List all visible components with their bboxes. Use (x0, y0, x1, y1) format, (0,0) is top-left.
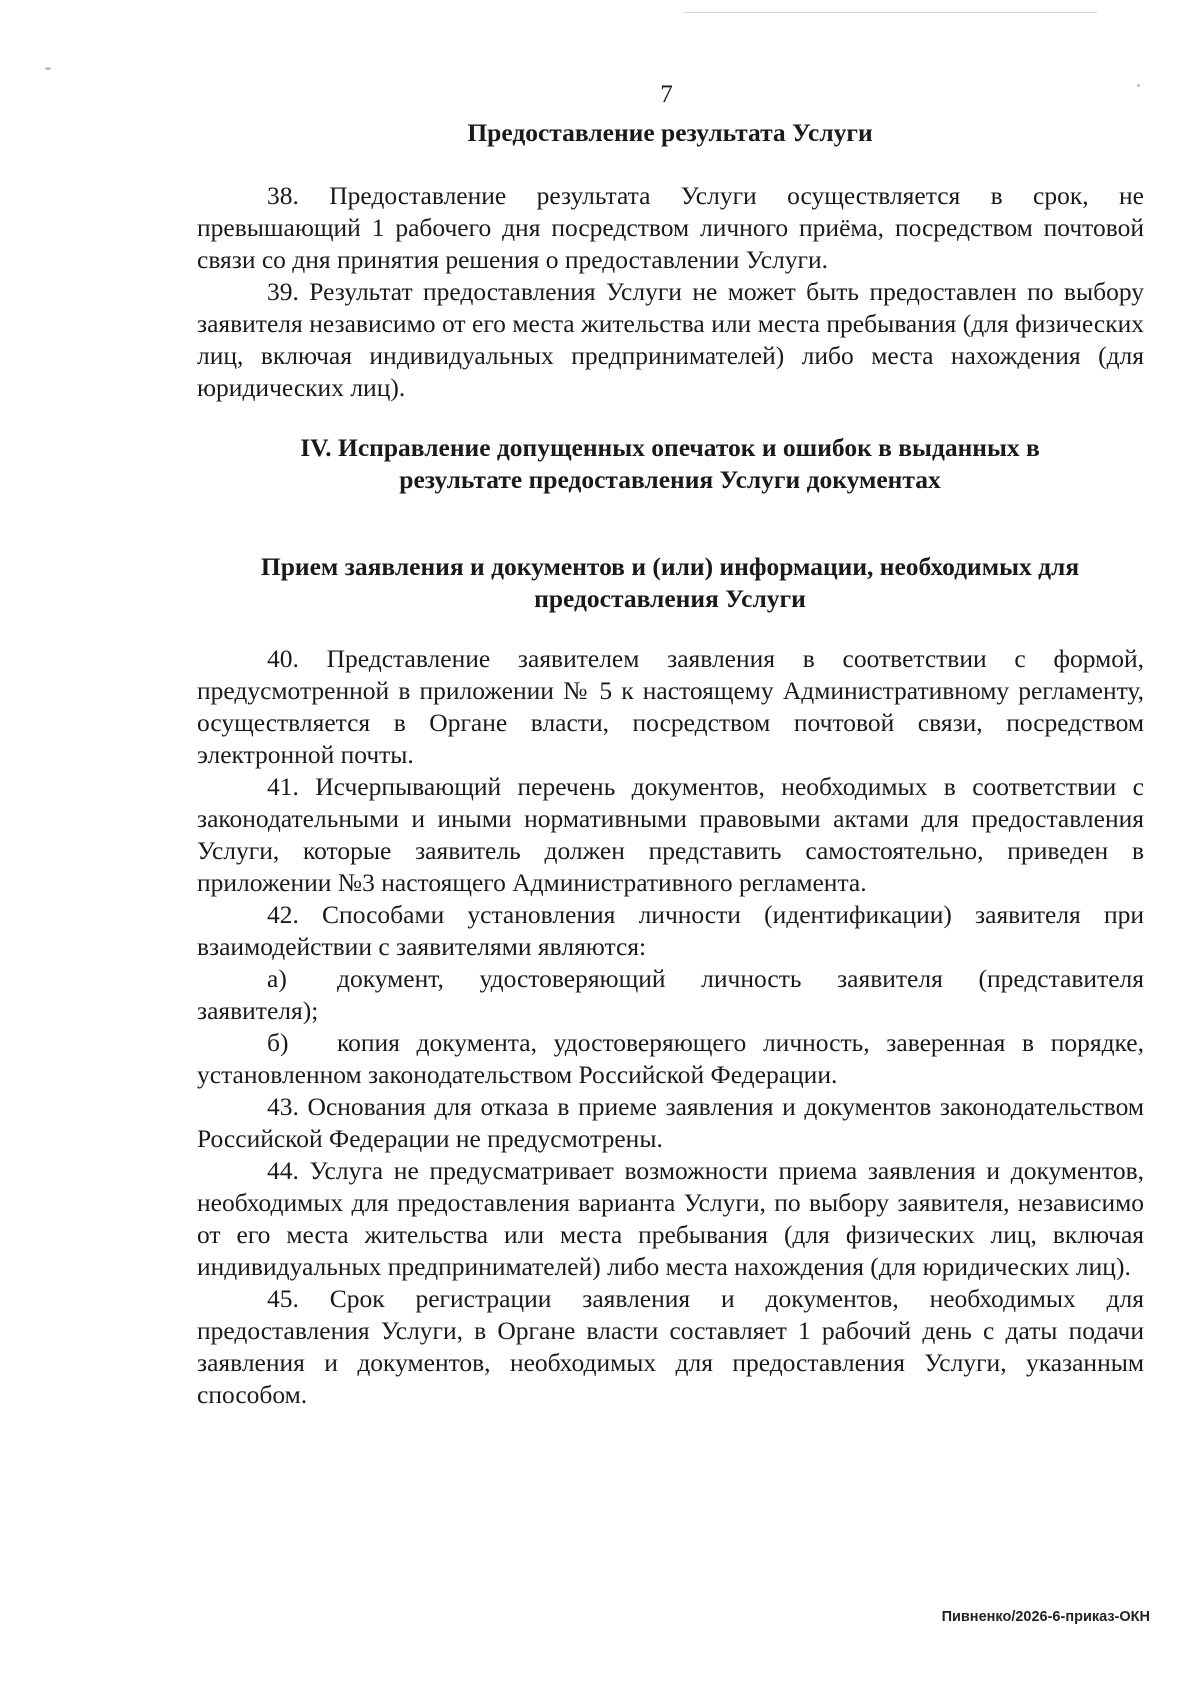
list-item-b-mark: б) (267, 1028, 289, 1057)
section-result-body (197, 180, 1144, 404)
paragraph-42: 42. Способами установления личности (идентификации) заявителя при взаимодействии с заявителями являются: (197, 900, 1144, 961)
paragraph-40: 40. Представление заявителем заявления в соответствии с формой, предусмотренной в приложении № 5 к настоящему Административному регламенту, осуществляется в Органе власти, посредством почтовой связи, посредством электронной почты. (197, 644, 1144, 769)
list-item-b (197, 1027, 1144, 1091)
list-item-a (197, 963, 1144, 1027)
list-item-b-text: копия документа, удостоверяющего личность, заверенная в порядке, установленном законодательством Российской Федерации. (197, 1028, 1144, 1089)
list-item-a-text: документ, удостоверяющий личность заявителя (представителя заявителя); (197, 964, 1144, 1025)
scan-artifact-line (683, 12, 1097, 13)
paragraph-45: 45. Срок регистрации заявления и документов, необходимых для предоставления Услуги, в Органе власти составляет 1 рабочий день с даты подачи заявления и документов, необходимых для предоставления Услуги, указанным способом. (197, 1284, 1144, 1409)
footer-document-code: Пивненко/2026-6-приказ-ОКН (941, 1609, 1150, 1625)
paragraph-44: 44. Услуга не предусматривает возможности приема заявления и документов, необходимых для предоставления варианта Услуги, по выбору заявителя, независимо от его места жительства или места пребывания (для физических лиц, включая индивидуальных предпринимателей) либо места нахождения (для юридических лиц). (197, 1156, 1144, 1281)
list-item-a-mark: а) (267, 964, 287, 993)
chapter-iv-heading-line-2: результате предоставления Услуги документах (399, 465, 941, 494)
section-intake-heading-line-1: Прием заявления и документов и (или) информации, необходимых для (260, 552, 1080, 581)
section-intake-heading (188, 551, 1152, 615)
paragraph-38: 38. Предоставление результата Услуги осуществляется в срок, не превышающий 1 рабочего дня посредством личного приёма, посредством почтовой связи со дня принятия решения о предоставлении Услуги. (197, 181, 1144, 274)
chapter-iv-heading-line-1: IV. Исправление допущенных опечаток и ошибок в выданных в (300, 433, 1040, 462)
scan-artifact-dot (45, 67, 51, 70)
section-intake-body (197, 643, 1144, 1411)
chapter-iv-heading (188, 432, 1152, 496)
paragraph-41: 41. Исчерпывающий перечень документов, необходимых в соответствии с законодательными и иными нормативными правовыми актами для предоставления Услуги, которые заявитель должен представить самостоятельно, приведен в приложении №3 настоящего Административного регламента. (197, 772, 1144, 897)
section-intake-heading-line-2: предоставления Услуги (534, 584, 806, 613)
page-number: 7 (660, 81, 673, 108)
paragraph-43: 43. Основания для отказа в приеме заявления и документов законодательством Российской Федерации не предусмотрены. (197, 1092, 1144, 1153)
paragraph-39: 39. Результат предоставления Услуги не может быть предоставлен по выбору заявителя независимо от его места жительства или места пребывания (для физических лиц, включая индивидуальных предпринимателей) либо места нахождения (для юридических лиц). (197, 277, 1144, 402)
section-result-heading: Предоставление результата Услуги (467, 118, 873, 147)
